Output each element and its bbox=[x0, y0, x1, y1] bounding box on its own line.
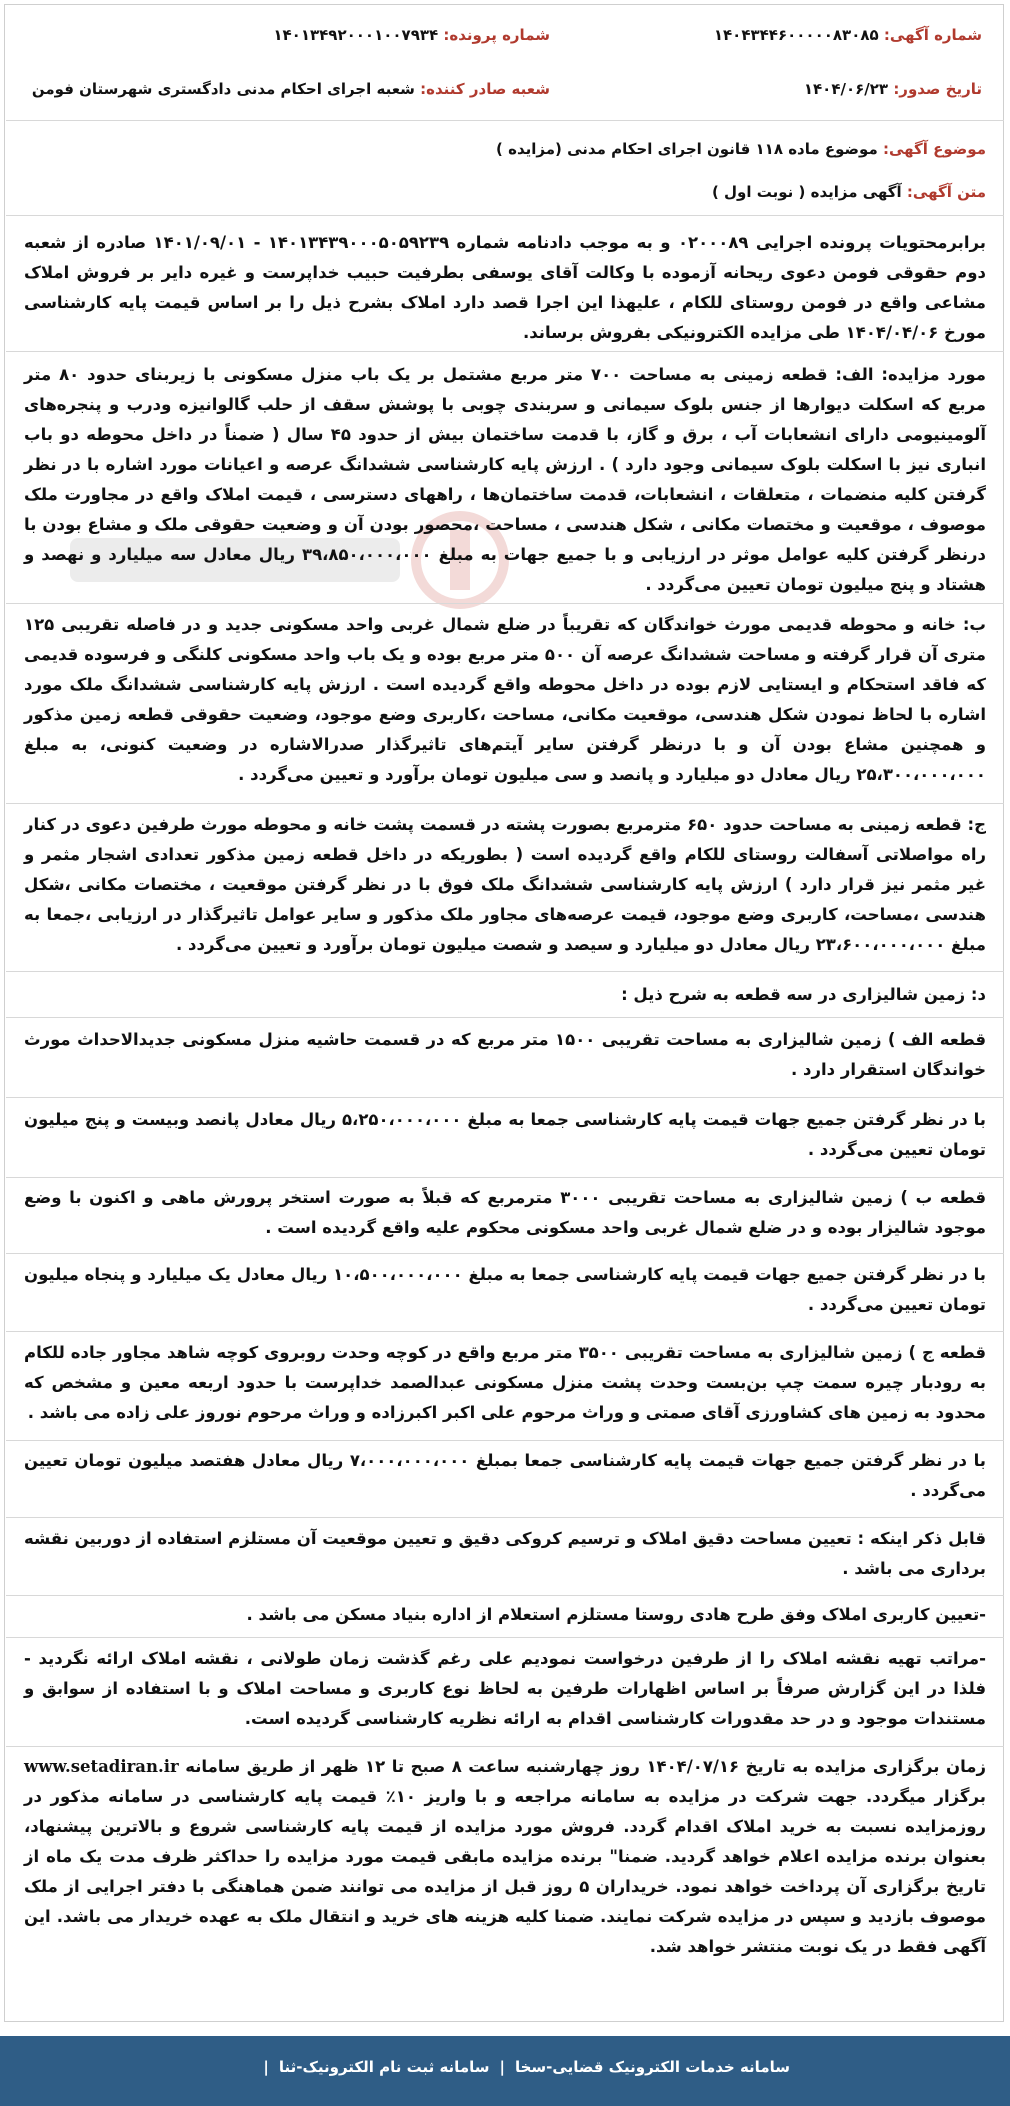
paragraph-plot-c: قطعه ج ) زمین شالیزاری به مساحت تقریبی ۳۵۰۰ متر مربع واقع در کوچه وحدت روبروی کوچه شاهد مجاور جاده للکام به رودبار چیره سمت چپ بن‌بست وحدت پشت منزل مسکونی عبدالصمد خداپرست با حدود اربعه معین و مشخص که محدود به زمین های کشاورزی آقای صمتی و وراث مرحوم علی اکبر اکبرزاده و وراث مرحوم نوروز علی زاده می باشد . bbox=[24, 1343, 986, 1422]
notice-title-row bbox=[712, 183, 986, 201]
notice-number-label: شماره آگهی: bbox=[883, 26, 982, 44]
notice-text-label: متن آگهی: bbox=[906, 183, 986, 201]
setadiran-link[interactable]: www.setadiran.ir bbox=[24, 1757, 179, 1776]
notice-number-value: ۱۴۰۴۳۴۴۶۰۰۰۰۰۸۳۰۸۵ bbox=[713, 26, 879, 44]
case-number bbox=[273, 26, 550, 44]
issuer-label: شعبه صادر کننده: bbox=[420, 80, 550, 98]
footer-bar bbox=[0, 2036, 1010, 2106]
footer-separator-end: | bbox=[263, 2058, 269, 2076]
notice-title: آگهی مزایده ( نوبت اول ) bbox=[711, 183, 902, 201]
issuer bbox=[32, 80, 550, 98]
paragraph-plot-c-price: با در نظر گرفتن جمیع جهات قیمت پایه کارشناسی جمعا بمبلغ ۷،۰۰۰،۰۰۰،۰۰۰ ریال معادل هفتصد میلیون تومان تعیین می‌گردد . bbox=[24, 1451, 986, 1500]
divider-9 bbox=[6, 1331, 1004, 1332]
paragraph-item-d: د: زمین شالیزاری در سه قطعه به شرح ذیل : bbox=[621, 985, 986, 1004]
divider-3 bbox=[6, 803, 1004, 804]
case-number-value: ۱۴۰۱۳۴۹۲۰۰۰۱۰۰۷۹۳۴ bbox=[273, 26, 439, 44]
subject-text: موضوع ماده ۱۱۸ قانون اجرای احکام مدنی (مزایده ) bbox=[496, 140, 878, 158]
auction-text-after: برگزار میگردد. جهت شرکت در مزایده به سامانه مراجعه و با واریز ۱۰٪ قیمت پایه کارشناسی در سامانه مذکور در روزمزایده نسبت به خرید املاک اقدام گردد. فروش مورد مزایده از قیمت پایه کارشناسی شروع و بالاترین پیشنهاد، بعنوان برنده مزایده اعلام خواهد گردید. ضمنا" برنده مزایده مابقی قیمت مورد مزایده را حداکثر ظرف مدت یک ماه از تاریخ برگزاری آن پرداخت خواهد نمود. خریداران ۵ روز قبل از مزایده می توانند ضمن هماهنگی با دفتر اجرایی از ملک موصوف بازدید و سپس در مزایده شرکت نمایند. ضمنا کلیه هزینه های خرید و انتقال ملک به عهده خریدار می باشد. این آگهی فقط در یک نوبت منتشر خواهد شد. bbox=[24, 1787, 986, 1956]
footer-separator: | bbox=[499, 2058, 505, 2076]
footer-links bbox=[253, 2058, 790, 2076]
issuer-value: شعبه اجرای احکام مدنی دادگستری شهرستان فومن bbox=[31, 80, 415, 98]
title-divider bbox=[6, 215, 1004, 216]
paragraph-plot-b-price: با در نظر گرفتن جمیع جهات قیمت پایه کارشناسی جمعا به مبلغ ۱۰،۵۰۰،۰۰۰،۰۰۰ ریال معادل یک میلیارد و پنجاه میلیون تومان تعیین می‌گردد . bbox=[24, 1265, 986, 1314]
paragraph-plot-a-price: با در نظر گرفتن جمیع جهات قیمت پایه کارشناسی جمعا به مبلغ ۵،۲۵۰،۰۰۰،۰۰۰ ریال معادل پانصد وبیست و پنج میلیون تومان تعیین می‌گردد . bbox=[24, 1110, 986, 1159]
divider-8 bbox=[6, 1253, 1004, 1254]
paragraph-item-a: مورد مزایده: الف: قطعه زمینی به مساحت ۷۰۰ متر مربع مشتمل بر یک باب منزل مسکونی با زیربنای حدود ۸۰ متر مربع که اسکلت دیوارها از جنس بلوک سیمانی و سربندی چوبی با پوشش سقف از حلب گالوانیزه ودرب و پنجره‌های آلومینیومی دارای انشعابات آب ، برق و گاز، با قدمت ساختمان بیش از حدود ۴۵ سال ( ضمناً در داخل محوطه دو باب انباری نیز با اسکلت بلوک سیمانی وجود دارد ) . ارزش پایه کارشناسی ششدانگ عرصه و اعیانات مورد اشاره با در نظر گرفتن کلیه منضمات ، متعلقات ، انشعابات، قدمت ساختمان‌ها ، راههای دسترسی ، قیمت املاک واقع در مجاورت ملک موصوف ، موقعیت و مختصات مکانی ، شکل هندسی ، مساحت ،محصور بودن آن و وضعیت حقوقی ملک و مشاع بودن با درنظر گرفتن کلیه عوامل موثر در ارزیابی و با جمیع جهات به مبلغ ۳۹،۸۵۰،۰۰۰،۰۰۰ ریال معادل سه میلیارد و نهصد و هشتاد و پنج میلیون تومان تعیین می‌گردد . bbox=[24, 365, 986, 594]
issue-date-label: تاریخ صدور: bbox=[893, 80, 982, 98]
divider-4 bbox=[6, 971, 1004, 972]
divider-12 bbox=[6, 1595, 1004, 1596]
divider-5 bbox=[6, 1017, 1004, 1018]
paragraph-intro: برابرمحتویات پرونده اجرایی ۰۲۰۰۰۸۹ و به موجب دادنامه شماره ۱۴۰۱۳۴۳۹۰۰۰۵۰۵۹۲۳۹ - ۱۴۰۱/۰۹/۰۱ صادره از شعبه دوم حقوقی فومن دعوی ریحانه آزموده با وکالت آقای یوسفی بطرفیت حبیب خداپرست و غیره دایر بر فروش املاک مشاعی واقع در فومن روستای للکام ، علیهذا این اجرا قصد دارد املاک بشرح ذیل را بر اساس قیمت پایه کارشناسی مورخ ۱۴۰۴/۰۴/۰۶ طی مزایده الکترونیکی بفروش برساند. bbox=[24, 233, 986, 342]
divider-2 bbox=[6, 603, 1004, 604]
header-divider bbox=[6, 120, 1004, 121]
divider-10 bbox=[6, 1440, 1004, 1441]
subject-label: موضوع آگهی: bbox=[882, 140, 986, 158]
paragraph-note: قابل ذکر اینکه : تعیین مساحت دقیق املاک و ترسیم کروکی دقیق و تعیین موقعیت آن مستلزم استفاده از دوربین نقشه برداری می باشد . bbox=[24, 1529, 986, 1578]
paragraph-item-b: ب: خانه و محوطه قدیمی مورث خواندگان که تقریباً در ضلع شمال غربی واحد مسکونی جدید و در فاصله تقریبی ۱۲۵ متری آن قرار گرفته و مساحت ششدانگ عرصه آن ۵۰۰ متر مربع بوده و یک باب واحد مسکونی کلنگی و فرسوده قدیمی که فاقد استحکام و ایستایی لازم بوده در داخل محوطه واقع گردیده است . ارزش پایه کارشناسی ششدانگ ملک مورد اشاره با لحاظ نمودن شکل هندسی، موقعیت مکانی، مساحت ،کاربری وضع موجود، وضعیت حقوقی قطعه زمین مذکور و همچنین مشاع بودن آن و با درنظر گرفتن سایر آیتم‌های تاثیرگذار صدرالاشاره در وضعیت کنونی، به مبلغ ۲۵،۳۰۰،۰۰۰،۰۰۰ ریال معادل دو میلیارد و پانصد و سی میلیون تومان برآورد و تعیین می‌گردد . bbox=[24, 615, 986, 784]
paragraph-plot-b: قطعه ب ) زمین شالیزاری به مساحت تقریبی ۳۰۰۰ مترمربع که قبلاً به صورت استخر پرورش ماهی و اکنون با وضع موجود شالیزار بوده و در ضلع شمال غربی واحد مسکونی محکوم علیه واقع گردیده است . bbox=[24, 1188, 987, 1237]
footer-link-sana[interactable]: سامانه ثبت نام الکترونیک-ثنا bbox=[278, 2058, 490, 2076]
divider-11 bbox=[6, 1517, 1004, 1518]
auction-text-before: زمان برگزاری مزایده به تاریخ ۱۴۰۴/۰۷/۱۶ روز چهارشنبه ساعت ۸ صبح تا ۱۲ ظهر از طریق سامانه bbox=[178, 1757, 987, 1776]
paragraph-plot-a: قطعه الف ) زمین شالیزاری به مساحت تقریبی ۱۵۰۰ متر مربع که در قسمت حاشیه منزل مسکونی جدیدالاحداث مورث خواندگان استقرار دارد . bbox=[24, 1030, 986, 1079]
case-number-label: شماره پرونده: bbox=[443, 26, 550, 44]
footer-link-sakha[interactable]: سامانه خدمات الکترونیک قضایی-سخا bbox=[514, 2058, 790, 2076]
divider-6 bbox=[6, 1097, 1004, 1098]
paragraph-note-usage: -تعیین کاربری املاک وفق طرح هادی روستا مستلزم استعلام از اداره بنیاد مسکن می باشد . bbox=[246, 1605, 986, 1624]
notice-number bbox=[714, 26, 982, 44]
divider-7 bbox=[6, 1177, 1004, 1178]
subject-row bbox=[496, 140, 986, 158]
issue-date bbox=[804, 80, 982, 98]
paragraph-auction-time bbox=[24, 1752, 986, 1962]
issue-date-value: ۱۴۰۴/۰۶/۲۳ bbox=[803, 80, 889, 98]
paragraph-note-map: -مراتب تهیه نقشه املاک را از طرفین درخواست نمودیم علی رغم گذشت زمان طولانی ، نقشه املاک ارائه نگردید - فلذا در این گزارش صرفاً بر اساس اظهارات طرفین به لحاظ نوع کاربری و مساحت املاک و با استفاده از سوابق و مستندات موجود و در حد مقدورات کارشناسی اقدام به ارائه نظریه کارشناسی گردیده است. bbox=[24, 1649, 986, 1728]
paragraph-item-c: ج: قطعه زمینی به مساحت حدود ۶۵۰ مترمربع بصورت پشته در قسمت پشت خانه و محوطه مورث طرفین دعوی در کنار راه مواصلاتی آسفالت روستای للکام واقع گردیده است ( بطوریکه در داخل قطعه زمین مذکور تعدادی اشجار مثمر و غیر مثمر نیز قرار دارد ) ارزش پایه کارشناسی ششدانگ ملک فوق با در نظر گرفتن موقعیت ، مختصات مکانی ،شکل هندسی ،مساحت، کاربری وضع موجود، قیمت عرصه‌های مجاور ملک مذکور و سایر عوامل تاثیرگذار در ارزیابی ،جمعا به مبلغ ۲۳،۶۰۰،۰۰۰،۰۰۰ ریال معادل دو میلیارد و سیصد و شصت میلیون تومان برآورد و تعیین می‌گردد . bbox=[24, 815, 986, 954]
divider-1 bbox=[6, 351, 1004, 352]
divider-14 bbox=[6, 1746, 1004, 1747]
divider-13 bbox=[6, 1637, 1004, 1638]
